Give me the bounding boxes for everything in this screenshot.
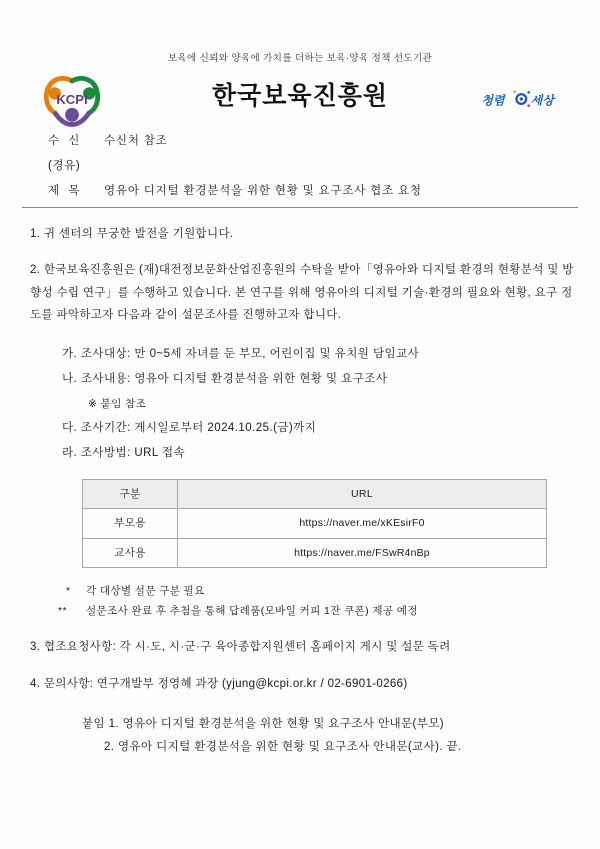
column-header-gubun: 구분 bbox=[83, 479, 178, 508]
list-item-method: 라. 조사방법: URL 접속 bbox=[62, 447, 186, 460]
svg-text:청렴: 청렴 bbox=[481, 93, 505, 108]
recipient-label: 수 신 bbox=[48, 135, 83, 147]
table-footnotes bbox=[58, 582, 574, 622]
cell-gubun-teacher: 교사용 bbox=[83, 538, 178, 567]
via-label: (경유) bbox=[48, 160, 81, 172]
svg-text:세상: 세상 bbox=[530, 93, 554, 108]
document-meta bbox=[0, 132, 600, 198]
cell-gubun-parent: 부모용 bbox=[83, 509, 178, 538]
paragraph-3-text: 3. 협조요청사항: 각 시·도, 시·군·구 육아종합지원센터 홈페이지 게시 및 설문 독려 bbox=[30, 641, 451, 654]
survey-url-table bbox=[82, 479, 547, 568]
document-masthead bbox=[0, 70, 600, 132]
footnote-double-text: 설문조사 완료 후 추첨을 통해 답례품(모바일 커피 1잔 쿠폰) 제공 예정 bbox=[86, 605, 418, 618]
paragraph-2 bbox=[30, 259, 574, 326]
org-tagline: 보육에 신뢰와 양육에 가치를 더하는 보육·양육 정책 선도기관 bbox=[167, 53, 433, 64]
list-item-period: 다. 조사기간: 게시일로부터 2024.10.25.(금)까지 bbox=[62, 422, 317, 434]
paragraph-1 bbox=[30, 223, 574, 245]
footnote-single bbox=[66, 582, 574, 602]
paragraph-3 bbox=[30, 636, 574, 658]
list-item-content: 나. 조사내용: 영유아 디지털 환경분석을 위한 현황 및 요구조사 bbox=[62, 373, 388, 386]
cell-url-parent[interactable]: https://naver.me/xKEsirF0 bbox=[178, 509, 547, 538]
paragraph-1-text: 1. 귀 센터의 무궁한 발전을 기원합니다. bbox=[30, 228, 234, 240]
footnote-double-marker: ** bbox=[58, 605, 67, 618]
column-header-url: URL bbox=[178, 479, 547, 508]
subject-value: 영유아 디지털 환경분석을 위한 현황 및 요구조사 협조 요청 bbox=[104, 185, 422, 197]
list-item-target: 가. 조사대상: 만 0~5세 자녀를 둔 부모, 어린이집 및 유치원 담임교사 bbox=[62, 347, 420, 360]
table-row bbox=[83, 538, 547, 567]
attachment-line-2: 2. 영유아 디지털 환경분석을 위한 현황 및 요구조사 안내문(교사). 끝. bbox=[104, 740, 462, 753]
footnote-single-text: 각 대상별 설문 구분 필요 bbox=[86, 585, 205, 598]
recipient-value: 수신처 참조 bbox=[104, 135, 168, 147]
kcpi-logo-wordmark: KCPI bbox=[56, 91, 88, 107]
organization-title: 한국보육진흥원 bbox=[211, 82, 389, 110]
footnote-single-marker: * bbox=[66, 585, 71, 598]
table-header-row bbox=[83, 479, 547, 508]
meta-row-subject bbox=[48, 182, 600, 198]
attachments-section bbox=[30, 713, 574, 759]
header-divider bbox=[22, 207, 578, 208]
clean-world-emblem-icon bbox=[480, 86, 560, 112]
table-row bbox=[83, 509, 547, 538]
attachment-line-1: 붙임 1. 영유아 디지털 환경분석을 위한 현황 및 요구조사 안내문(부모) bbox=[82, 717, 444, 730]
paragraph-2-text: 2. 한국보육진흥원은 (재)대전정보문화산업진흥원의 수탁을 받아「영유아와 디지털 환경의 현황분석 및 방향성 수립 연구」를 수행하고 있습니다. 본 연구를 위해 영유아의 디지털 기술·환경의 필요와 현황, 요구 정도를 파악하고자 다음과 같이 설문조사를 진행하고자 합니다. bbox=[30, 264, 574, 322]
cell-url-teacher[interactable]: https://naver.me/FSwR4nBp bbox=[178, 538, 547, 567]
survey-detail-list bbox=[30, 343, 574, 465]
paragraph-4-text: 4. 문의사항: 연구개발부 정영혜 과장 (yjung@kcpi.or.kr / 02-6901-0266) bbox=[30, 677, 408, 690]
list-item-content-note: ※ 붙임 참조 bbox=[88, 397, 147, 410]
table-body bbox=[83, 509, 547, 568]
subject-label: 제 목 bbox=[48, 185, 83, 197]
table-head bbox=[83, 479, 547, 508]
footnote-double bbox=[58, 602, 574, 622]
paragraph-4 bbox=[30, 673, 574, 695]
meta-row-recipient bbox=[48, 132, 600, 148]
document-body bbox=[0, 223, 600, 759]
